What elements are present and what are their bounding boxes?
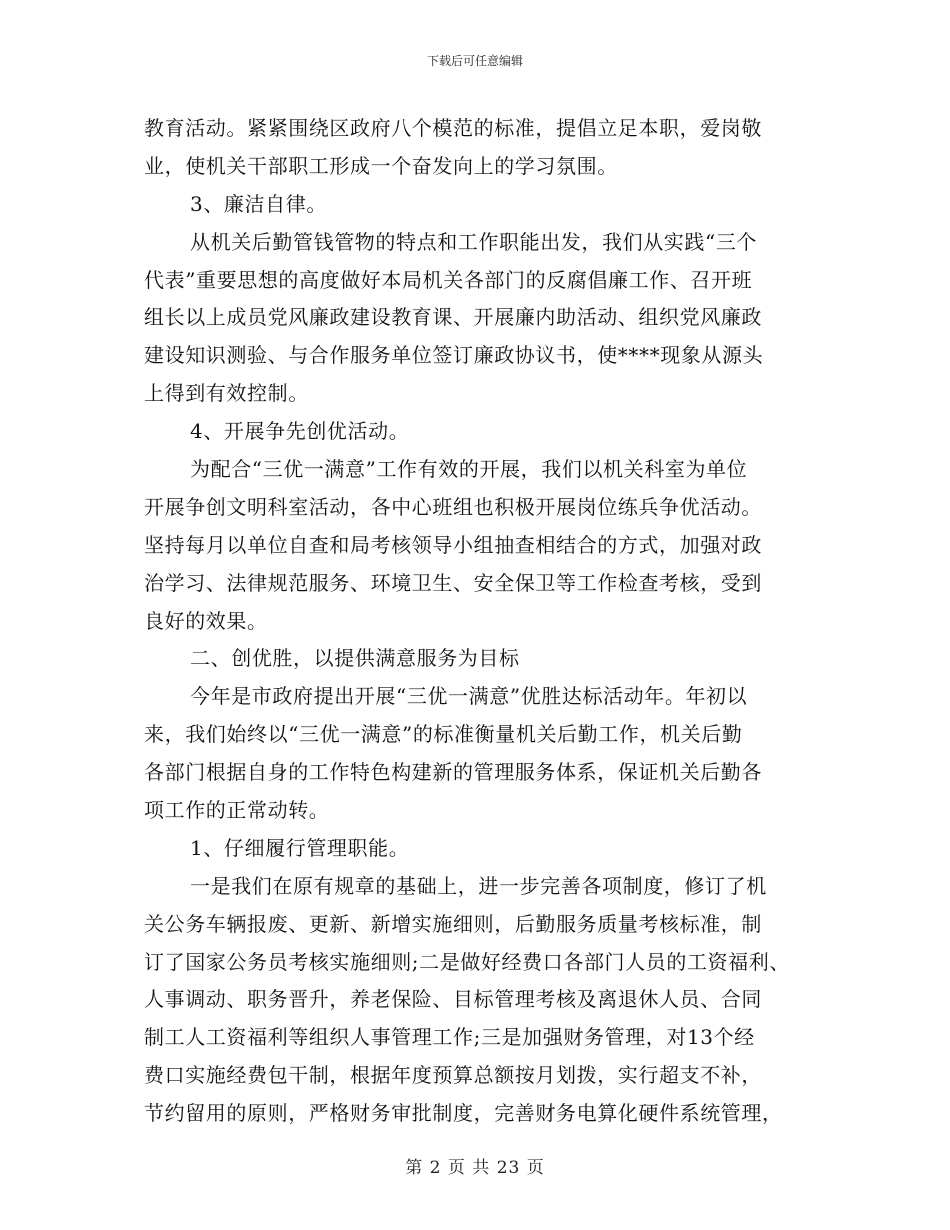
text-line: 从机关后勤管钱管物的特点和工作职能出发，我们从实践“三个 [190, 229, 758, 254]
page-header: 下载后可任意编辑 [426, 54, 523, 68]
text-line: 今年是市政府提出开展“三优一满意”优胜达标活动年。年初以 [190, 684, 748, 709]
text-line: 一是我们在原有规章的基础上，进一步完善各项制度，修订了机 [190, 873, 767, 898]
text-line: 4、开展争先创优活动。 [190, 419, 410, 444]
text-line: 坚持每月以单位自查和局考核领导小组抽查相结合的方式，加强对政 [144, 532, 762, 557]
text-line: 各部门根据自身的工作特色构建新的管理服务体系，保证机关后勤各 [144, 760, 762, 785]
text-line: 业，使机关干部职工形成一个奋发向上的学习氛围。 [144, 153, 618, 178]
page-footer: 第 2 页 共 23 页 [405, 1158, 545, 1178]
text-line: 二、创优胜，以提供满意服务为目标 [190, 646, 520, 671]
text-line: 制工人工资福利等组织人事管理工作;三是加强财务管理，对13个经 [144, 1025, 755, 1050]
text-line: 上得到有效控制。 [144, 381, 309, 406]
text-line: 费口实施经费包干制，根据年度预算总额按月划拨，实行超支不补， [144, 1063, 762, 1088]
text-line: 1、仔细履行管理职能。 [190, 835, 410, 860]
text-line: 人事调动、职务晋升，养老保险、目标管理考核及离退休人员、合同 [144, 987, 762, 1012]
text-line: 教育活动。紧紧围绕区政府八个模范的标准，提倡立足本职，爱岗敬 [144, 116, 762, 140]
text-line: 节约留用的原则，严格财务审批制度，完善财务电算化硬件系统管理， [144, 1101, 783, 1126]
text-line: 订了国家公务员考核实施细则;二是做好经费口各部门人员的工资福利、 [144, 949, 790, 974]
text-line: 治学习、法律规范服务、环境卫生、安全保卫等工作检查考核，受到 [144, 570, 762, 595]
text-line: 建设知识测验、与合作服务单位签订廉政协议书，使****现象从源头 [144, 343, 764, 368]
document-body [144, 110, 824, 1133]
text-line: 3、廉洁自律。 [190, 191, 327, 216]
text-line: 为配合“三优一满意”工作有效的开展，我们以机关科室为单位 [190, 457, 748, 482]
text-line: 关公务车辆报废、更新、新增实施细则，后勤服务质量考核标准，制 [144, 911, 762, 936]
text-line: 组长以上成员党风廉政建设教育课、开展廉内助活动、组织党风廉政 [144, 305, 762, 330]
text-line: 开展争创文明科室活动，各中心班组也积极开展岗位练兵争优活动。 [144, 494, 762, 519]
text-line: 良好的效果。 [144, 608, 268, 633]
text-line: 来，我们始终以“三优一满意”的标准衡量机关后勤工作，机关后勤 [144, 722, 743, 747]
text-line: 代表”重要思想的高度做好本局机关各部门的反腐倡廉工作、召开班 [144, 267, 753, 292]
text-line: 项工作的正常动转。 [144, 798, 330, 823]
